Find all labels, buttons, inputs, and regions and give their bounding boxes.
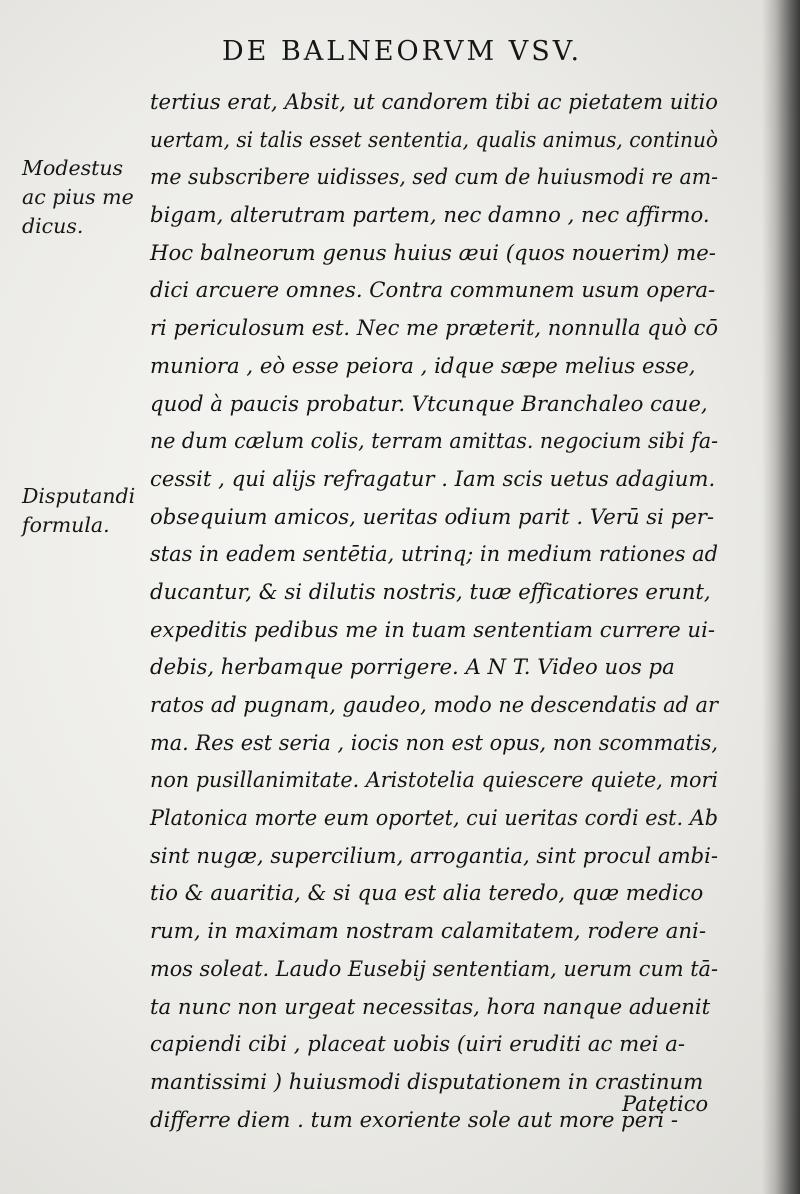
text-line: non pusillanimitate. Aristotelia quiescere quiete, mori (150, 767, 718, 793)
text-line: ma. Res est seria , iocis non est opus, non scommatis, (150, 729, 718, 755)
gutter-shadow (762, 0, 800, 1194)
text-line: mantissimi ) huiusmodi disputationem in crastinum (150, 1068, 704, 1094)
text-line: bigam, alterutram partem, nec damno , nec affirmo. (150, 202, 710, 228)
margin-note-line: Modestus (22, 156, 124, 180)
running-head: DE BALNEORVM VSV. (222, 36, 583, 67)
text-line: mos soleat. Laudo Eusebij sententiam, uerum cum tā- (150, 955, 718, 981)
margin-note-line: ac pius me (22, 185, 134, 209)
text-line: obsequium amicos, ueritas odium parit . Verū si per- (150, 503, 715, 529)
text-line: Hoc balneorum genus huius æui (quos nouerim) me- (150, 239, 716, 265)
text-line: expeditis pedibus me in tuam sententiam currere ui- (150, 616, 716, 642)
margin-note-line: formula. (22, 513, 110, 537)
text-line: me subscribere uidisses, sed cum de huiusmodi re am- (150, 164, 718, 190)
text-line: ri periculosum est. Nec me præterit, nonnulla quò cō (150, 315, 718, 341)
text-line: Platonica morte eum oportet, cui ueritas cordi est. Ab (150, 805, 718, 831)
text-line: differre diem . tum exoriente sole aut more peri - (150, 1106, 679, 1132)
margin-note-line: dicus. (22, 214, 84, 238)
text-line: dici arcuere omnes. Contra communem usum opera- (150, 277, 716, 303)
main-text-block (150, 83, 718, 1138)
margin-note-modestus (22, 154, 134, 241)
text-line: ducantur, & si dilutis nostris, tuæ efficatiores erunt, (150, 578, 711, 604)
catchword: Patetico (622, 1092, 709, 1116)
margin-note-line: Disputandi (22, 484, 136, 508)
text-line: ta nunc non urgeat necessitas, hora nanque aduenit (150, 993, 711, 1019)
text-line: muniora , eò esse peiora , idque sæpe melius esse, (150, 352, 696, 378)
text-line: quod à paucis probatur. Vtcunque Branchaleo caue, (150, 390, 708, 416)
text-line: tertius erat, Absit, ut candorem tibi ac pietatem uitio (150, 89, 718, 114)
text-line: tio & auaritia, & si qua est alia teredo, quæ medico (150, 880, 704, 906)
text-line: capiendi cibi , placeat uobis (uiri eruditi ac mei a- (150, 1031, 686, 1057)
text-line: uertam, si talis esset sententia, qualis animus, continuò (150, 126, 718, 152)
text-line: stas in eadem sentētia, utrinq; in medium rationes ad (150, 541, 718, 567)
text-line: ne dum cælum colis, terram amittas. negocium sibi fa- (150, 428, 718, 454)
text-line: ratos ad pugnam, gaudeo, modo ne descendatis ad ar (150, 692, 718, 717)
text-line: debis, herbamque porrigere. A N T. Video uos pa (150, 654, 675, 680)
text-line: sint nugæ, supercilium, arrogantia, sint procul ambi- (150, 842, 718, 868)
margin-note-disputandi (22, 482, 135, 540)
text-line: rum, in maximam nostram calamitatem, rodere ani- (150, 918, 706, 944)
text-line: cessit , qui alijs refragatur . Iam scis uetus adagium. (150, 465, 716, 491)
